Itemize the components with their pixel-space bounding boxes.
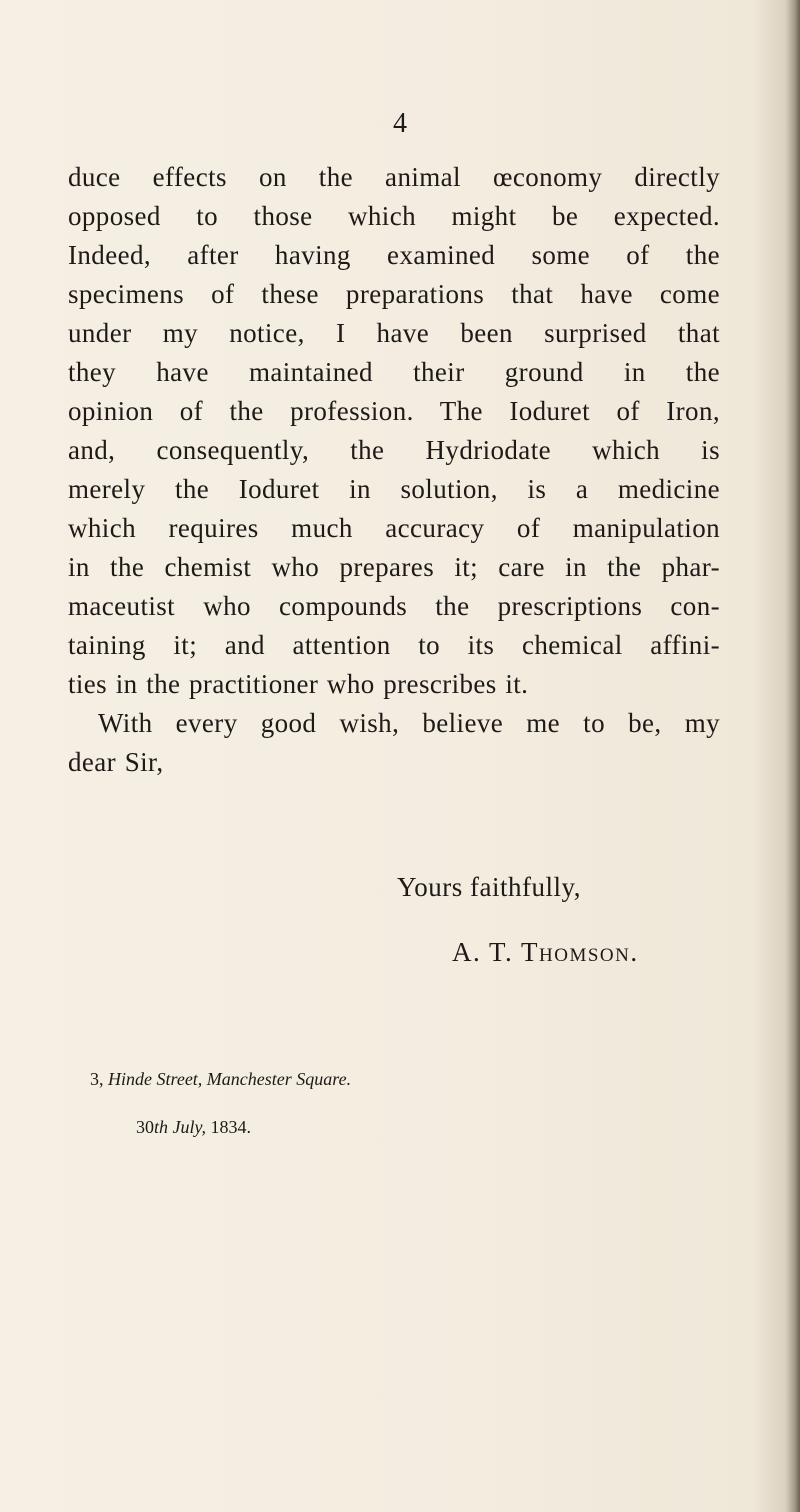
text-line: which requires much accuracy of manipulation (68, 513, 720, 543)
signature-surname: homson. (539, 937, 639, 967)
page-edge-shadow (786, 0, 800, 1512)
text-line: opposed to those which might be expected. (68, 201, 720, 231)
letter-closing: Yours faithfully, (397, 872, 582, 902)
text-line: maceutist who compounds the prescriptions con- (68, 591, 720, 621)
letter-signature (452, 935, 639, 969)
text-line: ties in the practitioner who prescribes it. (68, 669, 529, 699)
text-line: and, consequently, the Hydriodate which is (68, 435, 720, 465)
text-line: opinion of the profession. The Ioduret of Iron, (68, 396, 720, 426)
date-day-number: 30 (136, 1117, 154, 1137)
sender-address (90, 1067, 351, 1091)
letter-body (68, 158, 720, 782)
text-line: merely the Ioduret in solution, is a medicine (68, 474, 720, 504)
date-year: 1834. (210, 1117, 251, 1137)
text-line: dear Sir, (68, 747, 164, 777)
text-line: in the chemist who prepares it; care in the phar- (68, 552, 720, 582)
date-day-month: th July, (154, 1117, 206, 1137)
address-street: Hinde Street, Manchester Square. (108, 1069, 352, 1089)
text-line: Indeed, after having examined some of the (68, 240, 720, 270)
text-line: taining it; and attention to its chemical affini- (68, 630, 720, 660)
signature-initials: A. T. T (452, 937, 540, 967)
page-number: 4 (393, 108, 407, 139)
letter-date (136, 1115, 251, 1139)
text-line: they have maintained their ground in the (68, 357, 720, 387)
text-line: With every good wish, believe me to be, my (98, 708, 720, 738)
text-line: specimens of these preparations that have come (68, 279, 720, 309)
text-line: under my notice, I have been surprised that (68, 318, 720, 348)
text-line: duce effects on the animal œconomy directly (68, 162, 720, 192)
address-number: 3, (90, 1069, 104, 1089)
